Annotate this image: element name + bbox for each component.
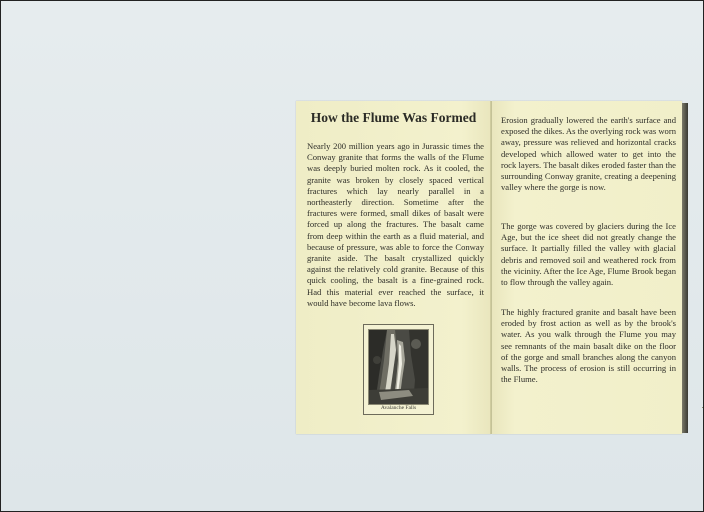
paper-speck [702,407,703,408]
right-paragraph-fractured-granite: The highly fractured granite and basalt have been eroded by frost action as well as by the brook's water. As you walk through the Flume you may see remnants of the main basalt dike on the floor of the gorge and small branches along the canyon walls. The process of erosion is still occurring in the Flume. [501,307,676,385]
waterfall-image [368,329,429,405]
waterfall-photo [363,324,434,415]
page-title: How the Flume Was Formed [310,110,477,125]
right-paragraph-erosion: Erosion gradually lowered the earth's surface and exposed the dikes. As the overlying rock was worn away, pressure was relieved and horizontal cracks developed which allowed water to get into the rock layers. The basalt dikes eroded faster than the surrounding Conway granite, creating a deepening valley where the gorge is now. [501,115,676,193]
photo-caption: Avalanche Falls [380,405,417,411]
right-page [492,101,682,434]
right-paragraph-glaciers: The gorge was covered by glaciers during the Ice Age, but the ice sheet did not greatly change the surface. It partially filled the valley with glacial debris and removed soil and weathered rock from the vicinity. After the Ice Age, Flume Brook began to flow through the valley again. [501,221,676,288]
booklet-page-edge [682,103,688,433]
left-page [296,101,491,434]
waterfall-illustration [369,330,428,404]
left-paragraph: Nearly 200 million years ago in Jurassic times the Conway granite that forms the walls of the Flume was deeply buried molten rock. As it cooled, the granite was broken by closely spaced vertical fractures which lay nearly parallel in a northeasterly direction. Sometime after the fractures were formed, small dikes of basalt were forced up along the fractures. The basalt came from deep within the earth as a fluid material, and because of pressure, was able to force the Conway granite aside. The basalt crystallized quickly against the relatively cold granite. Because of this quick cooling, the basalt is a fine-grained rock. Had this material ever reached the surface, it would have become lava flows. [307,141,484,308]
booklet-spread [296,101,688,434]
